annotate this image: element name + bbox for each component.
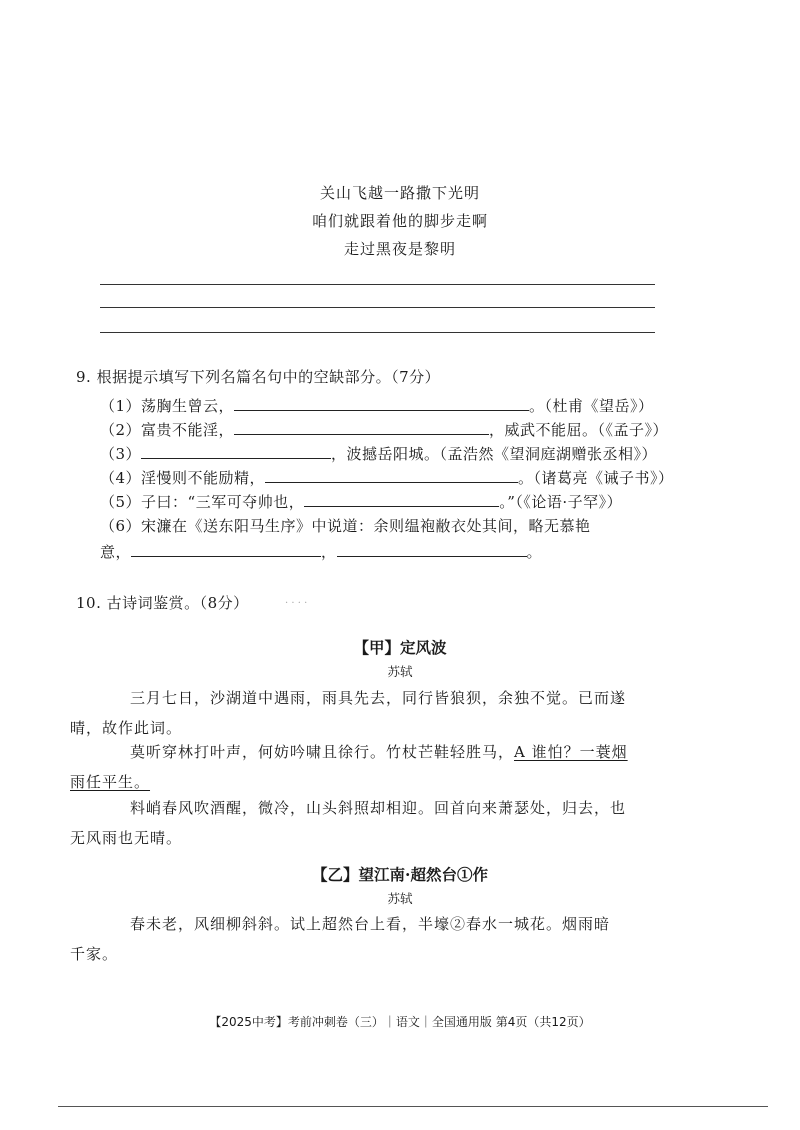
jia-line-4a: 料峭春风吹酒醒，微冷，山头斜照却相迎。回首向来萧瑟处，归去，也 <box>130 799 627 817</box>
q9-item-4 <box>100 467 674 488</box>
jia-preface-2: 晴，故作此词。 <box>70 719 183 737</box>
q9-item-5-pre: （5）子曰：“三军可夺帅也， <box>100 493 305 511</box>
scan-speck: · · · · <box>285 598 308 609</box>
q9-item-6-pre: 意， <box>100 543 132 561</box>
yi-line-2: 千家。 <box>70 945 119 963</box>
jia-line-4b: 无风雨也无晴。 <box>70 829 183 847</box>
q9-item-1 <box>100 395 654 416</box>
jia-line-3-underlined: 雨任平生。 <box>70 773 151 791</box>
q9-item-4-pre: （4）淫慢则不能励精， <box>100 469 266 487</box>
q9-item-6-post: 。 <box>526 543 543 561</box>
q9-item-5-post: 。”（《论语·子罕》） <box>499 493 623 511</box>
jia-author: 苏轼 <box>387 664 413 679</box>
q10-title: 10. 古诗词鉴赏。（8分） <box>76 594 249 612</box>
q9-item-6-mid: ， <box>321 543 337 561</box>
q9-item-3-pre: （3） <box>100 445 142 463</box>
q9-item-4-post: 。（诸葛亮《诫子书》） <box>518 469 674 487</box>
yi-heading: 【乙】望江南·超然台①作 <box>312 865 488 884</box>
q9-item-2 <box>100 419 668 440</box>
jia-heading: 【甲】定风波 <box>353 638 447 657</box>
q9-item-1-pre: （1）荡胸生曾云， <box>100 397 235 415</box>
q9-title: 9. 根据提示填写下列名篇名句中的空缺部分。（7分） <box>76 368 441 386</box>
q9-item-6-blank-1[interactable] <box>131 542 321 557</box>
yi-line-1: 春未老，风细柳斜斜。试上超然台上看，半壕②春水一城花。烟雨暗 <box>130 915 611 933</box>
answer-line-3[interactable] <box>100 332 655 333</box>
page-footer: 【2025中考】考前冲刺卷（三）｜语文｜全国通用版 第4页（共12页） <box>209 1015 591 1029</box>
poem-line-1: 关山飞越一路撒下光明 <box>319 184 480 202</box>
answer-line-2[interactable] <box>100 307 655 308</box>
jia-preface-1: 三月七日，沙湖道中遇雨，雨具先去，同行皆狼狈，余独不觉。已而遂 <box>130 689 627 707</box>
q9-item-1-blank[interactable] <box>234 396 529 411</box>
yi-author: 苏轼 <box>387 891 413 906</box>
yi-stanza <box>70 909 655 969</box>
q9-item-2-pre: （2）富贵不能淫， <box>100 421 235 439</box>
jia-stanza-2 <box>70 793 655 853</box>
jia-line-2b-underlined: A 谁怕？一蓑烟 <box>514 743 628 761</box>
q9-item-1-post: 。（杜甫《望岳》） <box>529 397 654 415</box>
jia-preface <box>70 683 655 743</box>
poem-line-2: 咱们就跟着他的脚步走啊 <box>311 212 488 230</box>
q9-item-5 <box>100 491 622 512</box>
poem-line-3: 走过黑夜是黎明 <box>343 240 456 258</box>
q9-item-4-blank[interactable] <box>265 468 518 483</box>
bottom-rule <box>58 1106 768 1107</box>
q9-item-5-blank[interactable] <box>304 492 499 507</box>
answer-line-1[interactable] <box>100 284 655 285</box>
q9-item-6-line-2 <box>100 541 542 562</box>
q9-item-6-line-1: （6）宋濂在《送东阳马生序》中说道：余则缊袍敝衣处其间，略无慕艳 <box>100 517 591 535</box>
q9-item-6-blank-2[interactable] <box>337 542 527 557</box>
jia-line-2a: 莫听穿林打叶声，何妨吟啸且徐行。竹杖芒鞋轻胜马， <box>130 743 515 761</box>
q9-item-3-blank[interactable] <box>141 444 331 459</box>
q9-item-2-blank[interactable] <box>234 420 489 435</box>
q9-item-2-post: ，威武不能屈。（《孟子》） <box>489 421 669 439</box>
q9-item-3 <box>100 443 657 464</box>
q9-item-3-post: ，波撼岳阳城。（孟浩然《望洞庭湖赠张丞相》） <box>331 445 658 463</box>
jia-stanza-1 <box>70 737 655 797</box>
